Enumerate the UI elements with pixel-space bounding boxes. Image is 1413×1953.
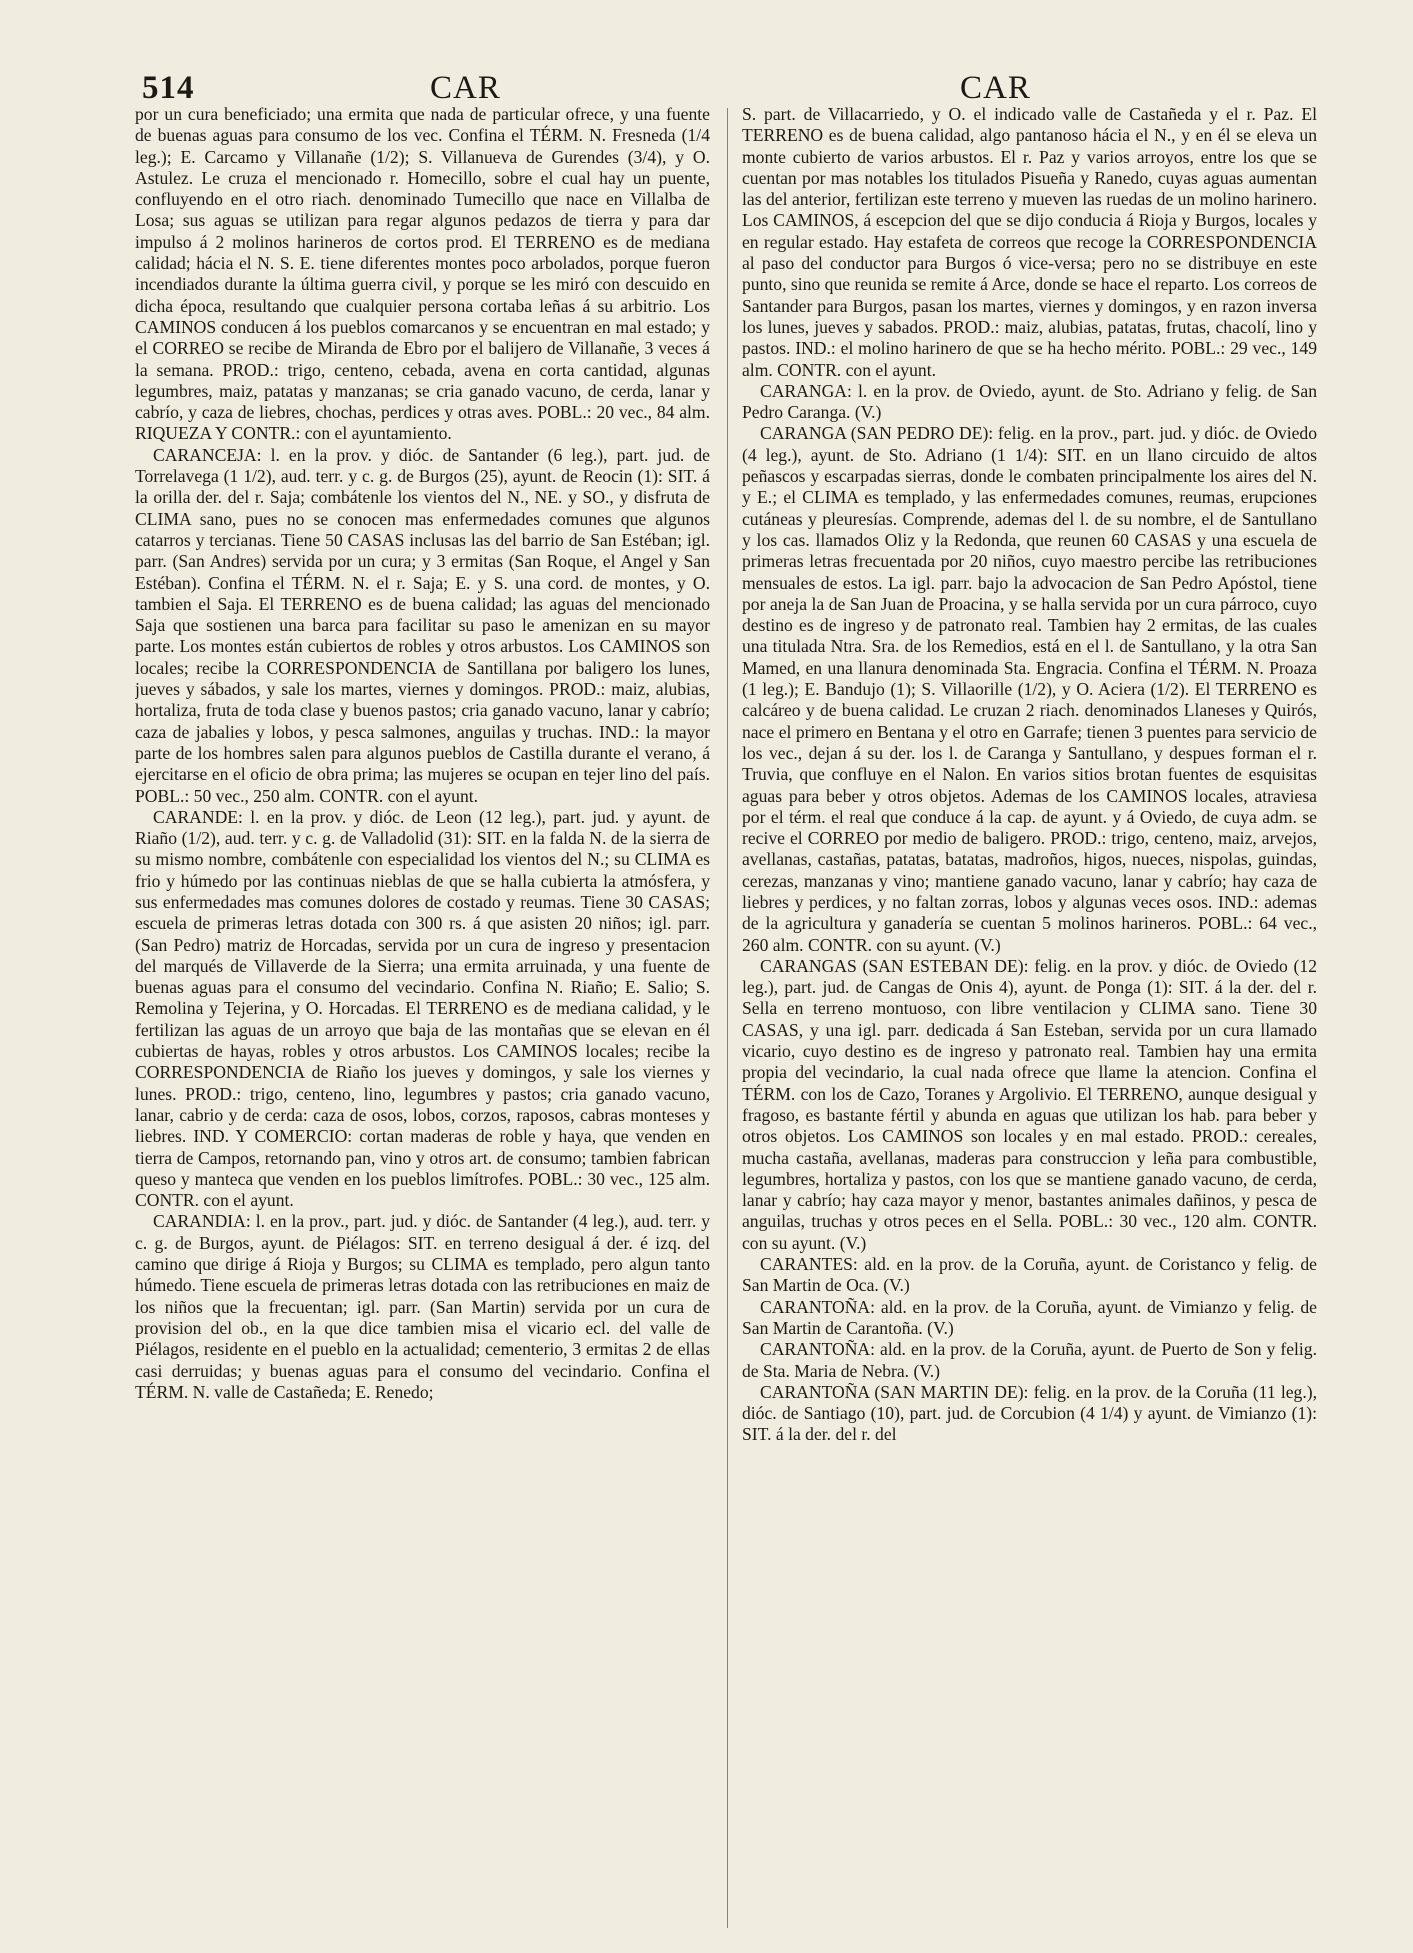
entry-carandia: CARANDIA: l. en la prov., part. jud. y dióc. de Santander (4 leg.), aud. terr. y c. g. de Burgos, ayunt. de Piélagos: SIT. en terreno desigual á der. é izq. del camino que dirige á Rioja y Burgos; su CLIMA es templado, pero algun tanto húmedo. Tiene escuela de primeras letras dotada con las retribuciones en maiz de los niños que la frecuentan; igl. parr. (San Martin) servida por un cura de provision del ob., en la que dice tambien misa el vicario ecl. del valle de Piélagos, residente en el pueblo en la actualidad; cementerio, 3 ermitas 2 de ellas casi derruidas; y buenas aguas para el consumo del vecindario. Confina el TÉRM. N. valle de Castañeda; E. Renedo; [135, 1211, 710, 1402]
entry-caranga: CARANGA: l. en la prov. de Oviedo, ayunt. de Sto. Adriano y felig. de San Pedro Caranga. (V.) [742, 380, 1317, 423]
entry-carantona-san-martin: CARANTOÑA (SAN MARTIN DE): felig. en la prov. de la Coruña (11 leg.), dióc. de Santiago (10), part. jud. de Corcubion (4 1/4) y ayunt. de Vimianzo (1): SIT. á la der. del r. del [742, 1381, 1317, 1445]
running-head-right: CAR [960, 70, 1031, 106]
page-number: 514 [142, 70, 195, 106]
entry-carande: CARANDE: l. en la prov. y dióc. de Leon (12 leg.), part. jud. y ayunt. de Riaño (1/2), aud. terr. y c. g. de Valladolid (31): SIT. en la falda N. de la sierra de su mismo nombre, combátenle con especialidad los vientos del N.; su CLIMA es frio y húmedo por las continuas nieblas de que se halla cubierta la atmósfera, y sus enfermedades mas comunes dolores de costado y reumas. Tiene 30 CASAS; escuela de primeras letras dotada con 300 rs. á que asisten 20 niños; igl. parr. (San Pedro) matriz de Horcadas, servida por un cura de ingreso y presentacion del marqués de Villaverde de la Sierra; una ermita arruinada, y una fuente de buenas aguas para el consumo del vecindario. Confina N. Riaño; E. Salio; S. Remolina y Tejerina, y O. Horcadas. El TERRENO es de mediana calidad, y le fertilizan las aguas de un arroyo que baja de las montañas que se elevan en él cubiertas de hayas, robles y otros arbustos. Los CAMINOS locales; recibe la CORRESPONDENCIA de Riaño los jueves y domingos, y sale los viernes y lunes. PROD.: trigo, centeno, lino, legumbres y pastos; cria ganado vacuno, lanar, cabrio y de cerda: caza de osos, lobos, corzos, raposos, cabras monteses y liebres. IND. Y COMERCIO: cortan maderas de roble y haya, que venden en tierra de Campos, retornando pan, vino y otros art. de consumo; tambien fabrican queso y manteca que venden en los pueblos limítrofes. POBL.: 30 vec., 125 alm. CONTR. con el ayunt. [135, 806, 710, 1211]
entry-carangas: CARANGAS (SAN ESTEBAN DE): felig. en la prov. y dióc. de Oviedo (12 leg.), part. jud. de Cangas de Onis 4), ayunt. de Ponga (1): SIT. á la der. del r. Sella en terreno montuoso, con libre ventilacion y CLIMA sano. Tiene 30 CASAS, y una igl. parr. dedicada á San Esteban, servida por un cura llamado vicario, cuyo destino es de ingreso y patronato real. Tambien hay una ermita propia del vecindario, la cual nada ofrece que llame la atencion. Confina el TÉRM. con los de Cazo, Toranes y Argolivio. El TERRENO, aunque desigual y fragoso, es bastante fértil y abunda en aguas que utilizan los hab. para beber y otros objetos. Los CAMINOS son locales y en mal estado. PROD.: cereales, mucha castaña, avellanas, maderas para construccion y leña para combustible, legumbres, hortaliza y pastos, con los que se mantiene ganado vacuno, de cerda, lanar y cabrío; hay caza mayor y menor, bastantes animales dañinos, y pesca de anguilas, truchas y otros peces en el Sella. POBL.: 30 vec., 120 alm. CONTR. con su ayunt. (V.) [742, 955, 1317, 1253]
entry-caranceja: CARANCEJA: l. en la prov. y dióc. de Santander (6 leg.), part. jud. de Torrelavega (1 1/2), aud. terr. y c. g. de Burgos (25), ayunt. de Reocin (1): SIT. á la orilla der. del r. Saja; combátenle los vientos del N., NE. y SO., y disfruta de CLIMA sano, pues no se conocen mas enfermedades comunes que algunos catarros y tercianas. Tiene 50 CASAS inclusas las del barrio de San Estéban; igl. parr. (San Andres) servida por un cura; y 3 ermitas (San Roque, el Angel y San Estéban). Confina el TÉRM. N. el r. Saja; E. y S. una cord. de montes, y O. tambien el Saja. El TERRENO es de buena calidad; las aguas del mencionado Saja que sostienen una barca para facilitar su paso le amenizan en su mayor parte. Los montes están cubiertos de robles y otros arbustos. Los CAMINOS son locales; recibe la CORRESPONDENCIA de Santillana por baligero los lunes, jueves y sábados, y sale los martes, viernes y domingos. PROD.: maiz, alubias, hortaliza, fruta de toda clase y buenos pastos; cria ganado vacuno, lanar y cabrío; caza de jabalies y lobos, y pesca salmones, anguilas y truchas. IND.: la mayor parte de los hombres salen para algunos pueblos de Castilla durante el verano, á ejercitarse en el oficio de obra prima; las mujeres se ocupan en tejer lino del país. POBL.: 50 vec., 250 alm. CONTR. con el ayunt. [135, 444, 710, 806]
paragraph-continuation: S. part. de Villacarriedo, y O. el indicado valle de Castañeda y el r. Paz. El TERRENO es de buena calidad, algo pantanoso hácia el N., y en él se eleva un monte cubierto de varios arbustos. El r. Paz y varios arroyos, entre los que se cuentan por mas notables los titulados Pisueña y Ranedo, cuyas aguas aumentan las del anterior, fertilizan este terreno y mueven las ruedas de un molino harinero. Los CAMINOS, á escepcion del que se dijo conducia á Rioja y Burgos, locales y en regular estado. Hay estafeta de correos que recoge la CORRESPONDENCIA al paso del conductor para Burgos ó vice-versa; pero no se distribuye en este punto, sino que reunida se remite á Arce, donde se hace el reparto. Los correos de Santander para Burgos, pasan los martes, viernes y domingos, y en razon inversa los lunes, jueves y sabados. PROD.: maiz, alubias, patatas, frutas, chacolí, lino y pastos. IND.: el molino harinero de que se ha hecho mérito. POBL.: 29 vec., 149 alm. CONTR. con el ayunt. [742, 104, 1317, 380]
paragraph-continuation: por un cura beneficiado; una ermita que nada de particular ofrece, y una fuente de buenas aguas para consumo de los vec. Confina el TÉRM. N. Fresneda (1/4 leg.); E. Carcamo y Villanañe (1/2); S. Villanueva de Gurendes (3/4), y O. Astulez. Le cruza el mencionado r. Homecillo, sobre el cual hay un puente, confluyendo en el otro riach. denominado Tumecillo que nace en Villalba de Losa; sus aguas se utilizan para regar algunos pedazos de tierra y para dar impulso á 2 molinos harineros de cortos prod. El TERRENO es de mediana calidad; hácia el N. S. E. tiene diferentes montes poco arbolados, porque fueron incendiados durante la última guerra civil, y porque se les miró con descuido en dicha época, resultando que cualquier persona cortaba leñas á su arbitrio. Los CAMINOS conducen á los pueblos comarcanos y se encuentran en mal estado; y el CORREO se recibe de Miranda de Ebro por el balijero de Villanañe, 3 veces á la semana. PROD.: trigo, centeno, cebada, avena en corta cantidad, algunas legumbres, maiz, patatas y manzanas; se cria ganado vacuno, de cerda, lanar y cabrío, y caza de liebres, chochas, perdices y otras aves. POBL.: 20 vec., 84 alm. RIQUEZA Y CONTR.: con el ayuntamiento. [135, 104, 710, 444]
entry-carantes: CARANTES: ald. en la prov. de la Coruña, ayunt. de Coristanco y felig. de San Martin de Oca. (V.) [742, 1254, 1317, 1296]
entry-carantona-vimianzo: CARANTOÑA: ald. en la prov. de la Coruña, ayunt. de Vimianzo y felig. de San Martin de Carantoña. (V.) [742, 1296, 1317, 1338]
entry-carantona-son: CARANTOÑA: ald. en la prov. de la Coruña, ayunt. de Puerto de Son y felig. de Sta. Maria de Nebra. (V.) [742, 1339, 1317, 1381]
entry-caranga-san-pedro: CARANGA (SAN PEDRO DE): felig. en la prov., part. jud. y dióc. de Oviedo (4 leg.), ayunt. de Sto. Adriano (1 1/4): SIT. en un llano circuido de altos peñascos y escarpadas sierras, donde le combaten principalmente los aires del N. y E.; el CLIMA es templado, y las enfermedades comunes, reumas, erupciones cutáneas y pleuresías. Comprende, ademas del l. de su nombre, el de Santullano y los cas. llamados Oliz y la Redonda, que reunen 60 CASAS y una escuela de primeras letras frecuentada por 20 niños, cuyo maestro percibe las retribuciones mensuales de estos. La igl. parr. bajo la advocacion de San Pedro Apóstol, tiene por aneja la de San Juan de Proacina, y se halla servida por un cura párroco, cuyo destino es de ingreso y de patronato real. Tambien hay 2 ermitas, de las cuales una titulada Ntra. Sra. de los Remedios, está en el l. de Santullano, y la otra San Mamed, en una llanura denominada Sta. Engracia. Confina el TÉRM. N. Proaza (1 leg.); E. Bandujo (1); S. Villaorille (1/2), y O. Aciera (1/2). El TERRENO es calcáreo y de buena calidad. Le cruzan 2 riach. denominados Llaneses y Quirós, nace el primero en Bentana y el otro en Garrafe; tienen 3 puentes para servicio de los vec., dejan á su der. los l. de Caranga y Santullano, y despues forman el r. Truvia, que confluye en el Nalon. En varios sitios brotan fuentes de esquisitas aguas para beber y otros objetos. Ademas de los CAMINOS locales, atraviesa por el térm. el real que conduce á la cap. de ayunt. y á Oviedo, de cuya adm. se recive el CORREO por medio de baligero. PROD.: trigo, centeno, maiz, arvejos, avellanas, castañas, patatas, batatas, madroños, higos, nueces, nispolas, guindas, cerezas, manzanas y vino; mantiene ganado vacuno, lanar y cabrío; hay caza de liebres y perdices, y no faltan zorras, lobos y algunas veces osos. IND.: ademas de la agricultura y ganadería se cuentan 5 molinos harineros. POBL.: 64 vec., 260 alm. CONTR. con su ayunt. (V.) [742, 423, 1317, 955]
left-column [135, 104, 710, 1936]
right-column [742, 104, 1317, 1936]
column-divider [727, 108, 728, 1928]
running-head-left: CAR [430, 70, 501, 106]
